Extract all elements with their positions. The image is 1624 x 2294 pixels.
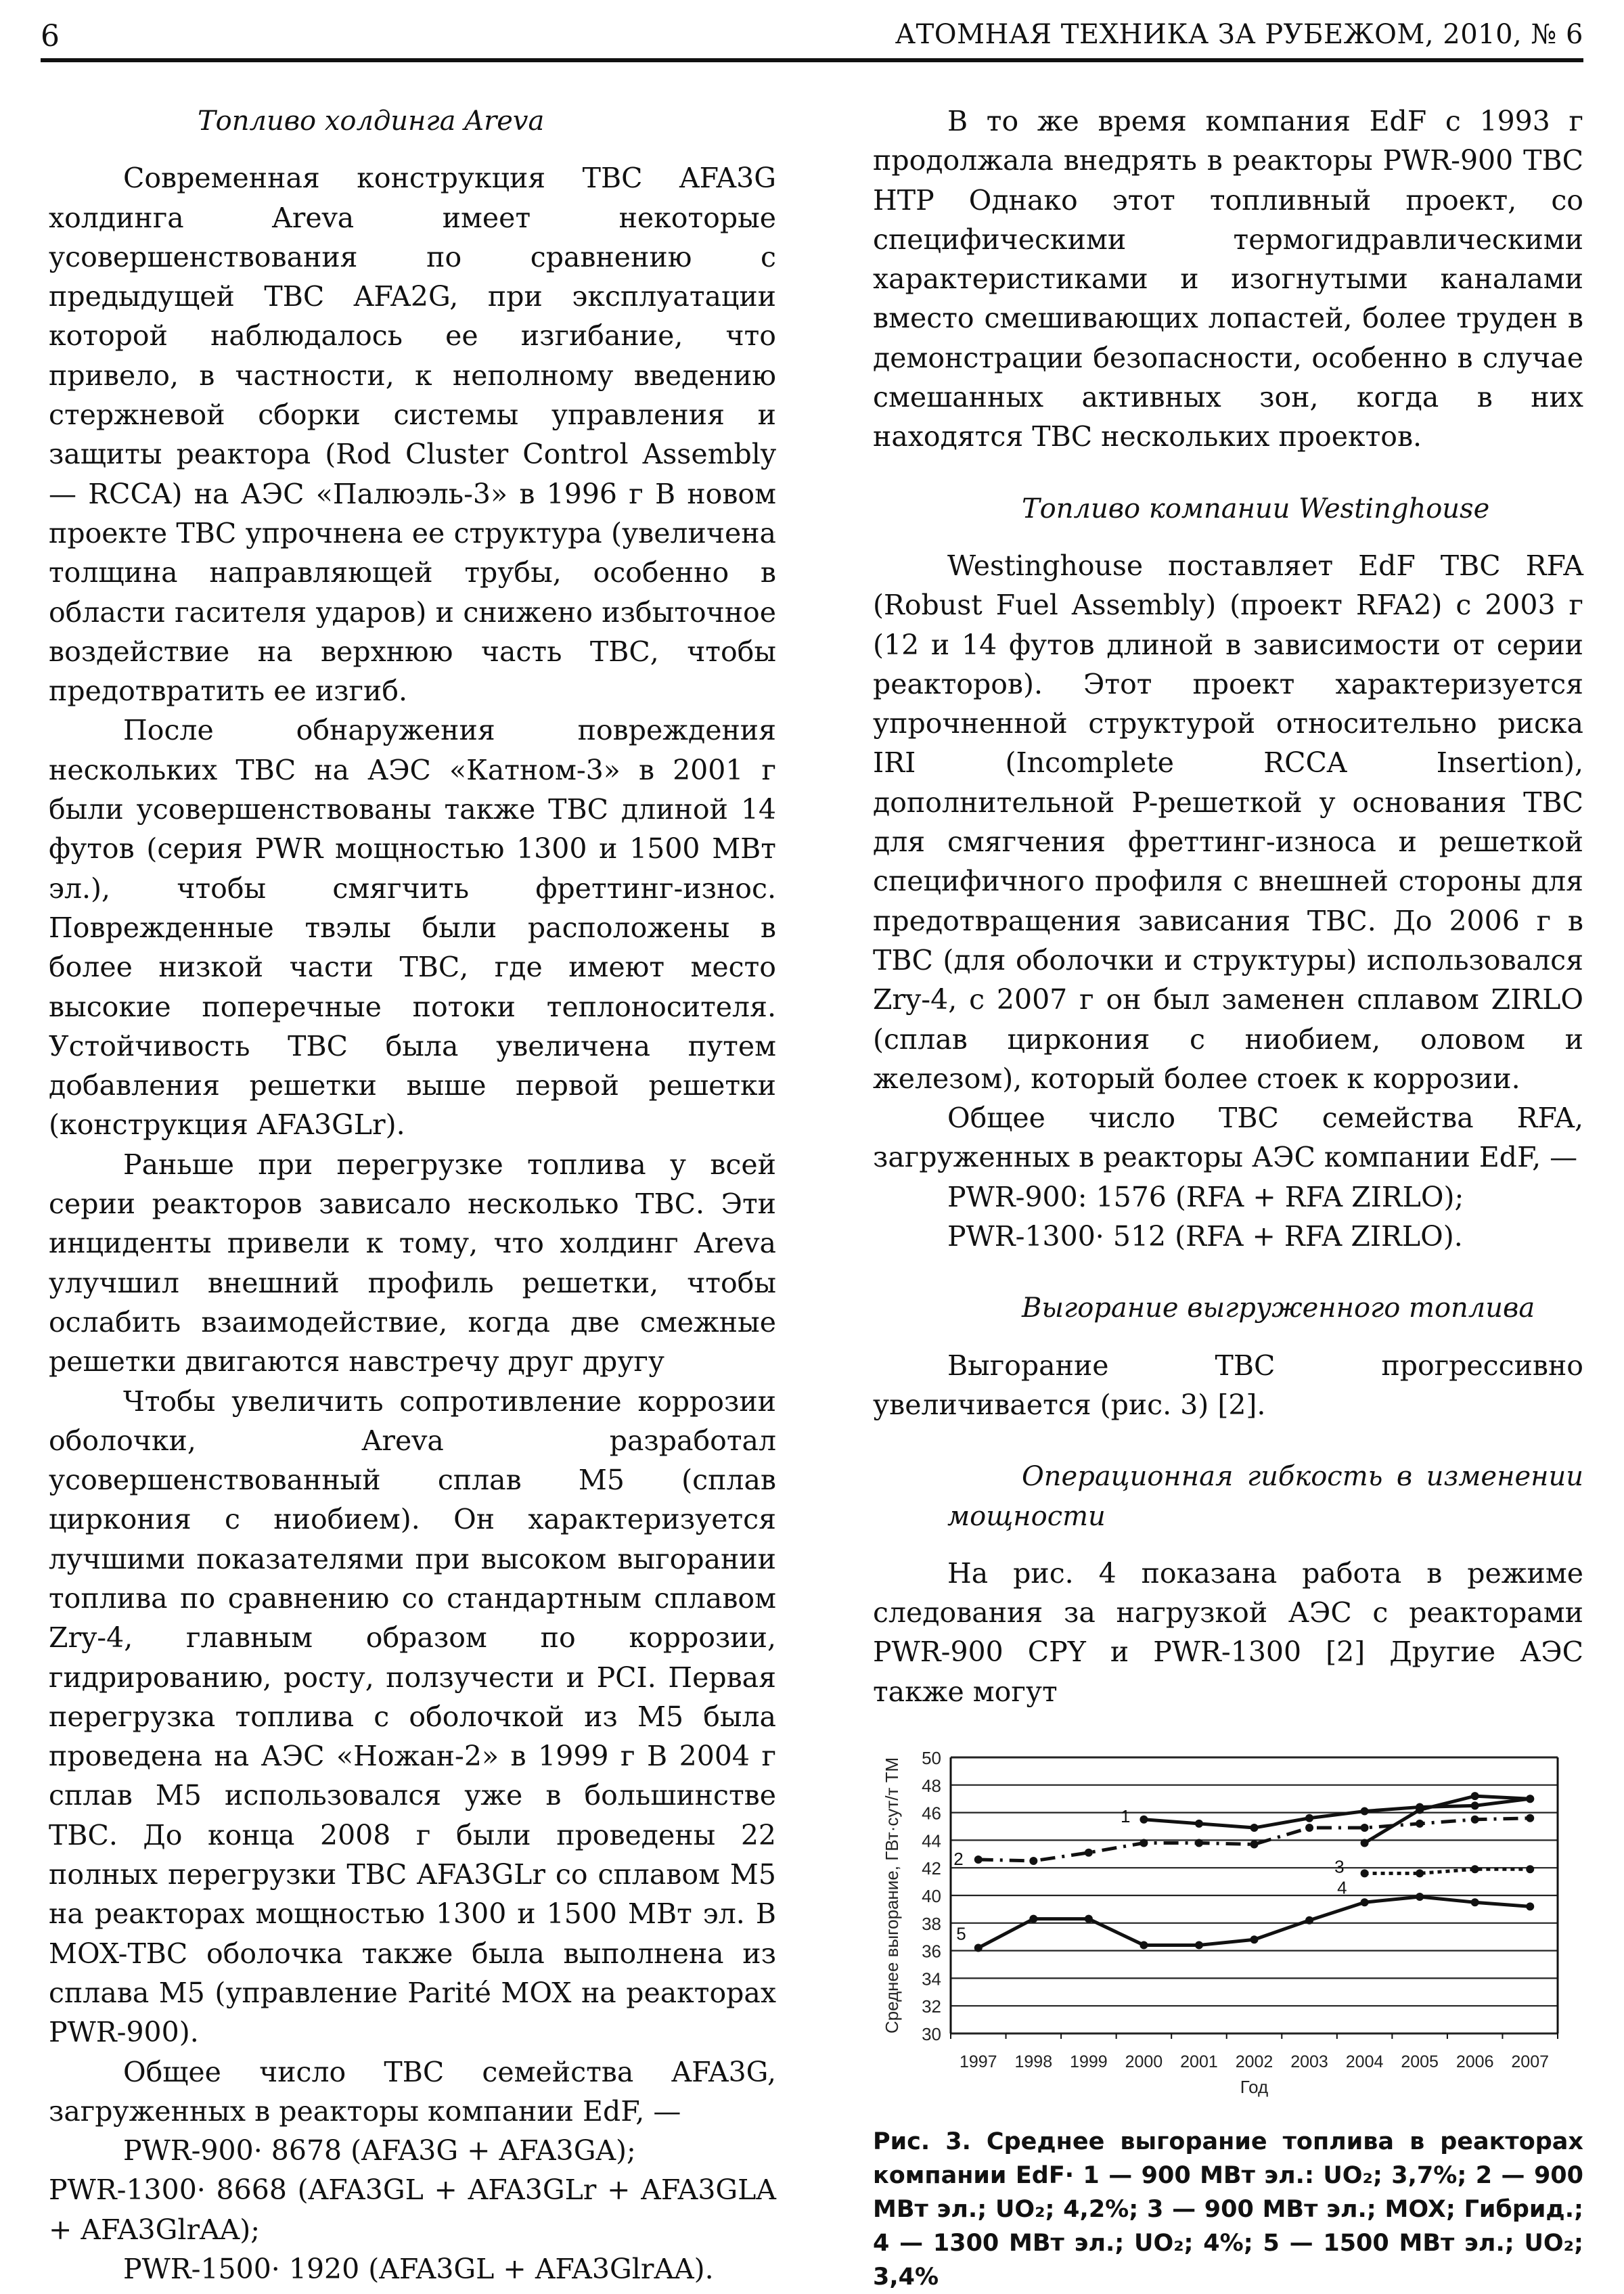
data-marker [1085, 1849, 1093, 1857]
y-tick-label: 34 [922, 1969, 941, 1989]
data-marker [1250, 1841, 1259, 1849]
x-tick-label: 2004 [1345, 2052, 1384, 2071]
data-marker [1250, 1935, 1259, 1943]
paragraph: В то же время компания EdF с 1993 г продолжала внедрять в реакторы PWR-900 ТВС HTP Однако этот топливный проект, со специфическими термогидравлическими характеристиками и изогнутыми каналами вместо смешивающих лопастей, более труден в демонстрации безопасности, особенно в случае смешанных активных зон, когда в них находятся ТВС нескольких проектов. [873, 105, 1583, 453]
data-marker [1029, 1857, 1037, 1865]
data-marker [1526, 1865, 1534, 1873]
paragraph: Общее число ТВС семейства RFA, загруженных в реакторы АЭС компании EdF, — [873, 1102, 1583, 1174]
list-item: PWR-1300· 8668 (AFA3GL + AFA3GLr + AFA3GLA + AFA3GlrAA); [49, 2174, 776, 2246]
journal-title: АТОМНАЯ ТЕХНИКА ЗА РУБЕЖОМ, 2010, № 6 [895, 19, 1583, 50]
paragraph: Раньше при перегрузке топлива у всей серии реакторов зависало несколько ТВС. Эти инциденты привели к тому, что холдинг Areva улучшил внешний профиль решетки, чтобы ослабить взаимодействие, когда две смежные решетки двигаются навстречу друг другу [49, 1148, 776, 1378]
paragraph: Чтобы увеличить сопротивление коррозии оболочки, Areva разработал усовершенствованный сплав M5 (сплав циркония с ниобием). Он характеризуется лучшими показателями при высоком выгорании топлива по сравнению со стандартным сплавом Zry-4, главным образом по коррозии, гидрированию, росту, ползучести и PCI. Первая перегрузка топлива с оболочкой из M5 была проведена на АЭС «Ножан-2» в 1999 г В 2004 г сплав M5 использовался уже в большинстве ТВС. До конца 2008 г были проведены 22 полных перегрузки ТВС AFA3GLr со сплавом M5 на реакторах мощностью 1300 и 1500 МВт эл. В MOX-ТВС оболочка также была выполнена из сплава M5 (управление Parité MOX на реакторах PWR-900). [49, 1385, 776, 2049]
y-tick-label: 40 [922, 1886, 941, 1906]
x-tick-label: 1998 [1014, 2052, 1053, 2071]
header-rule [41, 58, 1583, 62]
figure-caption: Рис. 3. Среднее выгорание топлива в реакторах компании EdF· 1 — 900 МВт эл.: UO₂; 3,7%; 2 — 900 МВт эл.; UO₂; 4,2%; 3 — 900 МВт эл.; MOX; Гибрид.; 4 — 1300 МВт эл.; UO₂; 4%; 5 — 1500 МВт эл.; UO₂; 3,4% [873, 2128, 1583, 2291]
data-marker [1195, 1839, 1203, 1847]
series-label: 2 [953, 1848, 964, 1869]
data-marker [974, 1944, 983, 1952]
y-tick-label: 50 [922, 1748, 941, 1768]
y-tick-label: 32 [922, 1996, 941, 2017]
list-item: PWR-900· 8678 (AFA3G + AFA3GA); [123, 2134, 636, 2167]
x-axis-label: Год [1240, 2077, 1269, 2097]
x-tick-label: 2000 [1125, 2052, 1163, 2071]
data-marker [1416, 1820, 1424, 1828]
y-axis-label: Среднее выгорание, ГВт·сут/т ТМ [882, 1757, 902, 2034]
list-item: PWR-1300· 512 (RFA + RFA ZIRLO). [947, 1220, 1463, 1253]
data-marker [1195, 1820, 1203, 1828]
data-marker [1085, 1915, 1093, 1923]
data-marker [1416, 1806, 1424, 1814]
data-marker [1471, 1816, 1479, 1824]
section-title-burnup: Выгорание выгруженного топлива [1022, 1292, 1535, 1324]
y-tick-label: 42 [922, 1858, 941, 1879]
data-marker [1361, 1869, 1369, 1877]
data-marker [1361, 1839, 1369, 1847]
series-label: 1 [1120, 1805, 1131, 1826]
paragraph: Westinghouse поставляет EdF ТВС RFA (Robust Fuel Assembly) (проект RFA2) с 2003 г (12 и 14 футов длиной в зависимости от серии реакторов). Этот проект характеризуется упрочненной структурой относительно риска IRI (Incomplete RCCA Insertion), дополнительной P-решеткой у основания ТВС для смягчения фреттинг-износа и решеткой специфичного профиля с внешней стороны для предотвращения зависания ТВС. До 2006 г в ТВС (для оболочки и структуры) использовался Zry-4, с 2007 г он был заменен сплавом ZIRLO (сплав циркония с ниобием, оловом и железом), который более стоек к коррозии. [873, 549, 1583, 1095]
data-marker [1471, 1898, 1479, 1906]
x-tick-label: 1999 [1070, 2052, 1108, 2071]
data-marker [1526, 1814, 1534, 1822]
data-marker [1361, 1807, 1369, 1816]
line-chart [854, 1719, 1592, 2098]
list-item: PWR-900: 1576 (RFA + RFA ZIRLO); [947, 1180, 1464, 1213]
paragraph: Общее число ТВС семейства AFA3G, загруженных в реакторы компании EdF, — [49, 2055, 776, 2128]
series-label: 3 [1334, 1856, 1345, 1877]
data-marker [1250, 1824, 1259, 1832]
series-label: 5 [956, 1923, 966, 1944]
y-tick-label: 46 [922, 1803, 941, 1824]
x-tick-label: 2007 [1511, 2052, 1550, 2071]
series-label: 4 [1337, 1877, 1347, 1898]
page-number: 6 [41, 19, 60, 53]
data-marker [1195, 1941, 1203, 1949]
y-tick-label: 36 [922, 1941, 941, 1962]
data-marker [1305, 1824, 1313, 1832]
data-marker [1361, 1898, 1369, 1906]
data-marker [1526, 1902, 1534, 1910]
data-marker [1471, 1865, 1479, 1873]
data-marker [1361, 1824, 1369, 1832]
section-title-flexibility: Операционная гибкость в изменении мощности [947, 1461, 1583, 1532]
x-tick-label: 2006 [1456, 2052, 1494, 2071]
data-marker [1416, 1869, 1424, 1877]
paragraph: Выгорание ТВС прогрессивно увеличивается (рис. 3) [2]. [873, 1349, 1583, 1421]
figure-burnup-chart [854, 1719, 1592, 2098]
section-title-areva: Топливо холдинга Areva [198, 106, 545, 137]
data-marker [1416, 1893, 1424, 1901]
page-header [41, 19, 1583, 54]
data-marker [1140, 1941, 1148, 1949]
y-tick-label: 30 [922, 2024, 941, 2044]
data-marker [1140, 1839, 1148, 1847]
y-tick-label: 48 [922, 1775, 941, 1796]
data-marker [1029, 1915, 1037, 1923]
y-tick-label: 38 [922, 1913, 941, 1934]
data-marker [1305, 1814, 1313, 1822]
paragraph: На рис. 4 показана работа в режиме следования за нагрузкой АЭС с реакторами PWR-900 CPY и PWR-1300 [2] Другие АЭС также могут [873, 1556, 1583, 1708]
data-marker [1526, 1795, 1534, 1803]
paragraph: Современная конструкция ТВС AFA3G холдинга Areva имеет некоторые усовершенствования по сравнению с предыдущей ТВС AFA2G, при эксплуатации которой наблюдалось ее изгибание, что привело, в частности, к неполному введению стержневой сборки системы управления и защиты реактора (Rod Cluster Control Assembly — RCCA) на АЭС «Палюэль-3» в 1996 г В новом проекте ТВС упрочнена ее структура (увеличена толщина направляющей трубы, особенно в области гасителя ударов) и снижено избыточное воздействие на верхнюю часть ТВС, чтобы предотвратить ее изгиб. [49, 162, 776, 708]
x-tick-label: 2001 [1180, 2052, 1218, 2071]
data-marker [1140, 1816, 1148, 1824]
y-tick-label: 44 [922, 1830, 941, 1851]
section-title-westinghouse: Топливо компании Westinghouse [1022, 493, 1490, 524]
x-tick-label: 2002 [1235, 2052, 1273, 2071]
data-marker [1305, 1916, 1313, 1925]
x-tick-label: 2003 [1290, 2052, 1328, 2071]
list-item: PWR-1500· 1920 (AFA3GL + AFA3GlrAA). [123, 2253, 714, 2286]
data-marker [1471, 1792, 1479, 1800]
data-marker [974, 1856, 983, 1864]
data-marker [1471, 1801, 1479, 1809]
paragraph: После обнаружения повреждения нескольких ТВС на АЭС «Катном-3» в 2001 г были усовершенствованы также ТВС длиной 14 футов (серия PWR мощностью 1300 и 1500 МВт эл.), чтобы смягчить фреттинг-износ. Поврежденные твэлы были расположены в более низкой части ТВС, где имеют место высокие поперечные потоки теплоносителя. Устойчивость ТВС была увеличена путем добавления решетки выше первой решетки (конструкция AFA3GLr). [49, 714, 776, 1142]
x-tick-label: 1997 [959, 2052, 997, 2071]
left-column [49, 102, 776, 2289]
x-tick-label: 2005 [1401, 2052, 1439, 2071]
right-column [873, 102, 1583, 1711]
series-line-4 [1365, 1869, 1531, 1873]
